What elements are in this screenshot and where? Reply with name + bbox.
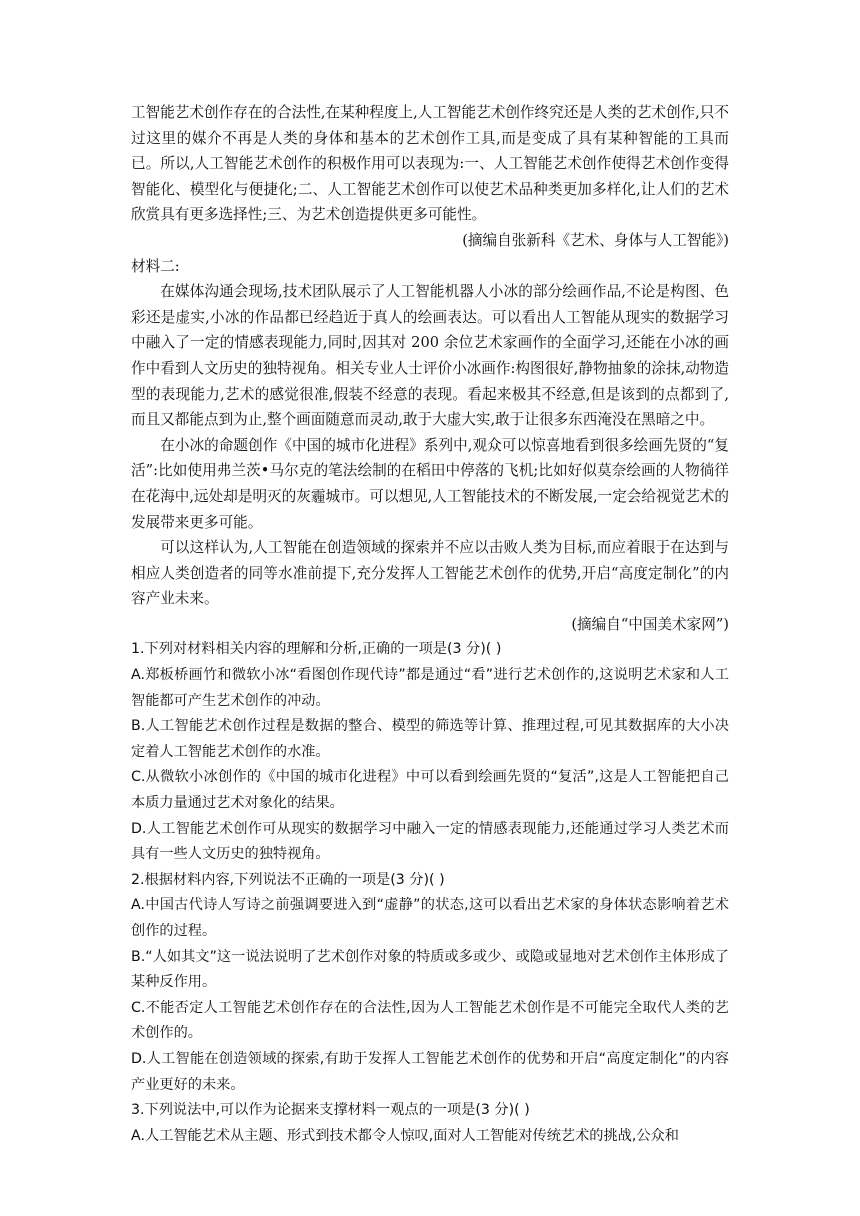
material-two-paragraph: 在小冰的命题创作《中国的城市化进程》系列中,观众可以惊喜地看到很多绘画先贤的“复活”:比如使用弗兰茨•马尔克的笔法绘制的在稻田中停落的飞机;比如好似莫奈绘画的人物徜徉在花海中,远处却是明灭的灰霾城市。可以想见,人工智能技术的不断发展,一定会给视觉艺术的发展带来更多可能。: [131, 436, 729, 531]
material-two-paragraph: 可以这样认为,人工智能在创造领域的探索并不应以击败人类为目标,而应着眼于在达到与相应人类创造者的同等水准前提下,充分发挥人工智能艺术创作的优势,开启“高度定制化”的内容产业未来。: [131, 539, 729, 608]
question-option: A.郑板桥画竹和微软小冰“看图创作现代诗”都是通过“看”进行艺术创作的,这说明艺术家和人工智能都可产生艺术创作的冲动。: [131, 667, 729, 709]
question-option: B.人工智能艺术创作过程是数据的整合、模型的筛选等计算、推理过程,可见其数据库的大小决定着人工智能艺术创作的水准。: [131, 718, 729, 760]
material-two-paragraph: 在媒体沟通会现场,技术团队展示了人工智能机器人小冰的部分绘画作品,不论是构图、色彩还是虚实,小冰的作品都已经趋近于真人的绘画表达。可以看出人工智能从现实的数据学习中融入了一定的情感表现能力,同时,因其对 200 余位艺术家画作的全面学习,还能在小冰的画作中看到人文历史的独特视角。相关专业人士评价小冰画作:构图很好,静物抽象的涂抹,动物造型的表现能力,艺术的感觉很准,假装不经意的表现。看起来极其不经意,但是该到的点都到了,而且又都能点到为止,整个画面随意而灵动,敢于大虚大实,敢于让很多东西淹没在黑暗之中。: [131, 283, 729, 429]
question-stem: 3.下列说法中,可以作为论据来支撑材料一观点的一项是(3 分)( ): [131, 1102, 530, 1119]
question-option: A.人工智能艺术从主题、形式到技术都令人惊叹,面对人工智能对传统艺术的挑战,公众和: [131, 1127, 679, 1144]
document-page: [131, 100, 729, 1149]
question-stem: 1.下列对材料相关内容的理解和分析,正确的一项是(3 分)( ): [131, 641, 502, 658]
question-option: C.不能否定人工智能艺术创作存在的合法性,因为人工智能艺术创作是不可能完全取代人类的艺术创作的。: [131, 999, 729, 1042]
material-one-tail: 工智能艺术创作存在的合法性,在某种程度上,人工智能艺术创作终究还是人类的艺术创作,只不过这里的媒介不再是人类的身体和基本的艺术创作工具,而是变成了具有某种智能的工具而已。所以,人工智能艺术创作的积极作用可以表现为:一、人工智能艺术创作使得艺术创作变得智能化、模型化与便捷化;二、人工智能艺术创作可以使艺术品种类更加多样化,让人们的艺术欣赏具有更多选择性;三、为艺术创造提供更多可能性。: [131, 104, 729, 224]
question-stem: 2.根据材料内容,下列说法不正确的一项是(3 分)( ): [131, 871, 445, 888]
question-option: D.人工智能在创造领域的探索,有助于发挥人工智能艺术创作的优势和开启“高度定制化”的内容产业更好的未来。: [131, 1050, 729, 1093]
material-two-label: 材料二:: [131, 257, 180, 275]
question-option: B.“人如其文”这一说法说明了艺术创作对象的特质或多或少、或隐或显地对艺术创作主体形成了某种反作用。: [131, 948, 729, 991]
question-option: D.人工智能艺术创作可从现实的数据学习中融入一定的情感表现能力,还能通过学习人类艺术而具有一些人文历史的独特视角。: [131, 820, 729, 863]
source-one: (摘编自张新科《艺术、身体与人工智能》): [462, 231, 729, 249]
source-two: (摘编自“中国美术家网”): [571, 615, 729, 633]
question-option: C.从微软小冰创作的《中国的城市化进程》中可以看到绘画先贤的“复活”,这是人工智能把自己本质力量通过艺术对象化的结果。: [131, 769, 729, 812]
question-option: A.中国古代诗人写诗之前强调要进入到“虚静”的状态,这可以看出艺术家的身体状态影响着艺术创作的过程。: [131, 897, 729, 939]
